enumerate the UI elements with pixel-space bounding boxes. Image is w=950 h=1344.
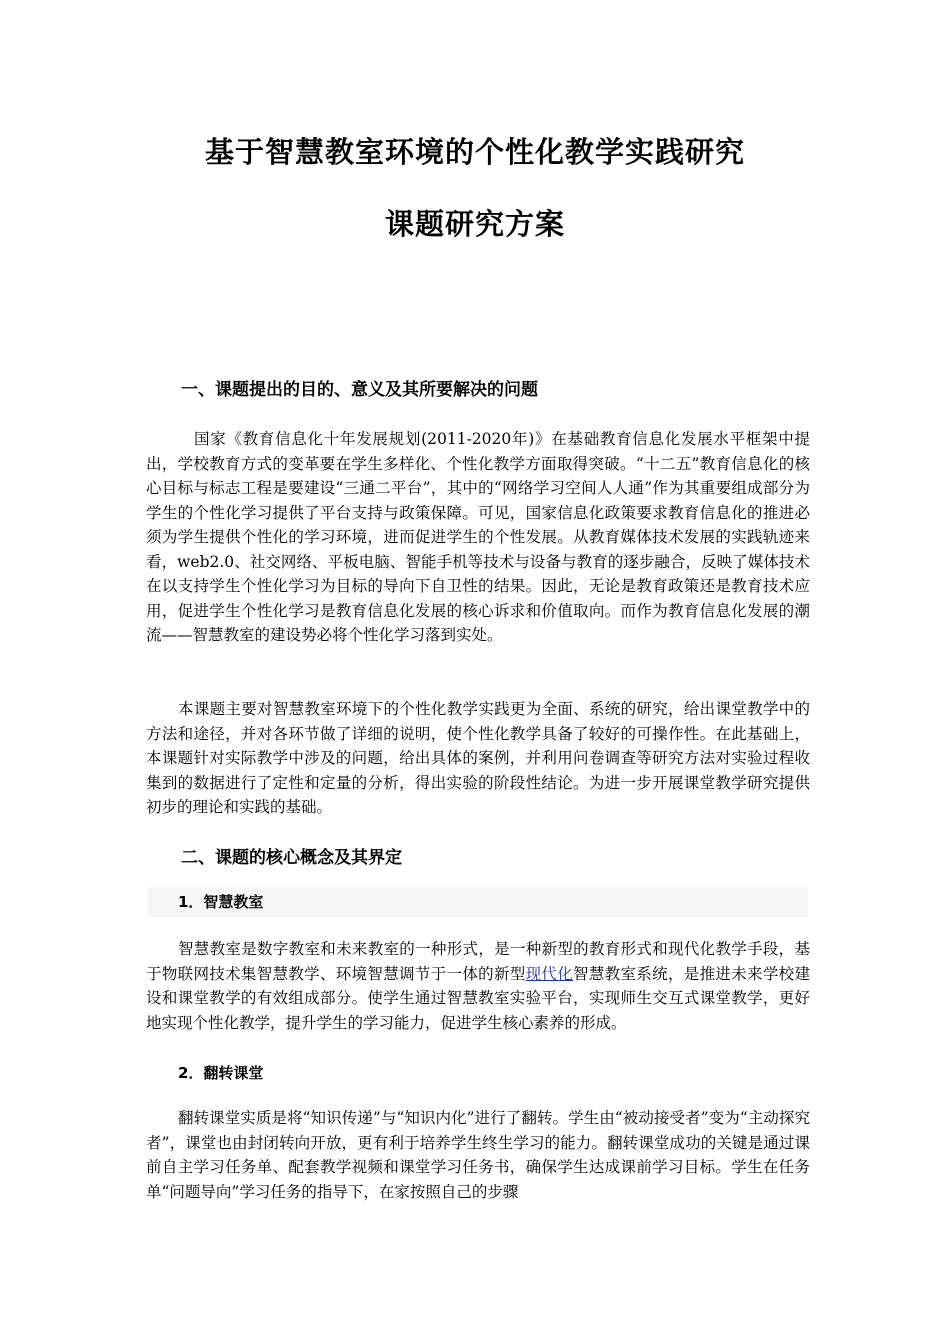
subheading-flipped-classroom [148, 1058, 808, 1088]
section-heading-purpose: 一、课题提出的目的、意义及其所要解决的问题 [181, 380, 538, 400]
section-heading-core-concepts: 二、课题的核心概念及其界定 [181, 848, 402, 868]
paragraph-policy-background: 国家《教育信息化十年发展规划(2011-2020年)》在基础教育信息化发展水平框架中提出，学校教育方式的变革要在学生多样化、个性化教学方面取得突破。“十二五”教育信息化的核心目标与标志工程是要建设“三通二平台”，其中的“网络学习空间人人通”作为其重要组成部分为学生的个性化学习提供了平台支持与政策保障。可见，国家信息化政策要求教育信息化的推进必须为学生提供个性化的学习环境，进而促进学生的个性发展。从教育媒体技术发展的实践轨迹来看，web2.0、社交网络、平板电脑、智能手机等技术与设备与教育的逐步融合，反映了媒体技术在以支持学生个性化学习为目标的导向下自卫性的结果。因此，无论是教育政策还是教育技术应用，促进学生个性化学习是教育信息化发展的核心诉求和价值取向。而作为教育信息化发展的潮流——智慧教室的建设势必将个性化学习落到实处。 [146, 430, 810, 644]
document-subtitle: 课题研究方案 [384, 207, 565, 241]
subheading-smart-classroom [148, 887, 808, 917]
document-title: 基于智慧教室环境的个性化教学实践研究 [204, 135, 745, 169]
paragraph-smart-classroom-text-a: 智慧教室是数字教室和未来教室的一种形式，是一种新型的教育形式和现代化教学手段，基于物联网技术集智慧教学、环境智慧调节于一体的新型 [146, 940, 810, 983]
subheading-smart-classroom-label: 1．智慧教室 [178, 893, 264, 911]
subheading-flipped-classroom-label: 2．翻转课堂 [178, 1064, 264, 1082]
paragraph-flipped-classroom: 翻转课堂实质是将“知识传递”与“知识内化”进行了翻转。学生由“被动接受者”变为“主动探究者”，课堂也由封闭转向开放，更有利于培养学生终生学习的能力。翻转课堂成功的关键是通过课前自主学习任务单、配套教学视频和课堂学习任务书，确保学生达成课前学习目标。学生在任务单“问题导向”学习任务的指导下，在家按照自己的步骤 [146, 1109, 810, 1201]
modernization-link[interactable]: 现代化 [525, 964, 574, 983]
paragraph-smart-classroom-text-b: 智慧教室系统，是推进未来学校建设和课堂教学的有效组成部分。使学生通过智慧教室实验平台，实现师生交互式课堂教学，更好地实现个性化教学，提升学生的学习能力，促进学生核心素养的形成。 [146, 964, 810, 1032]
paragraph-smart-classroom [146, 937, 810, 1035]
paragraph-research-scope: 本课题主要对智慧教室环境下的个性化教学实践更为全面、系统的研究，给出课堂教学中的方法和途径，并对各环节做了详细的说明，使个性化教学具备了较好的可操作性。在此基础上，本课题针对实际教学中涉及的问题，给出具体的案例，并利用问卷调查等研究方法对实验过程收集到的数据进行了定性和定量的分析，得出实验的阶段性结论。为进一步开展课堂教学研究提供初步的理论和实践的基础。 [146, 700, 810, 816]
